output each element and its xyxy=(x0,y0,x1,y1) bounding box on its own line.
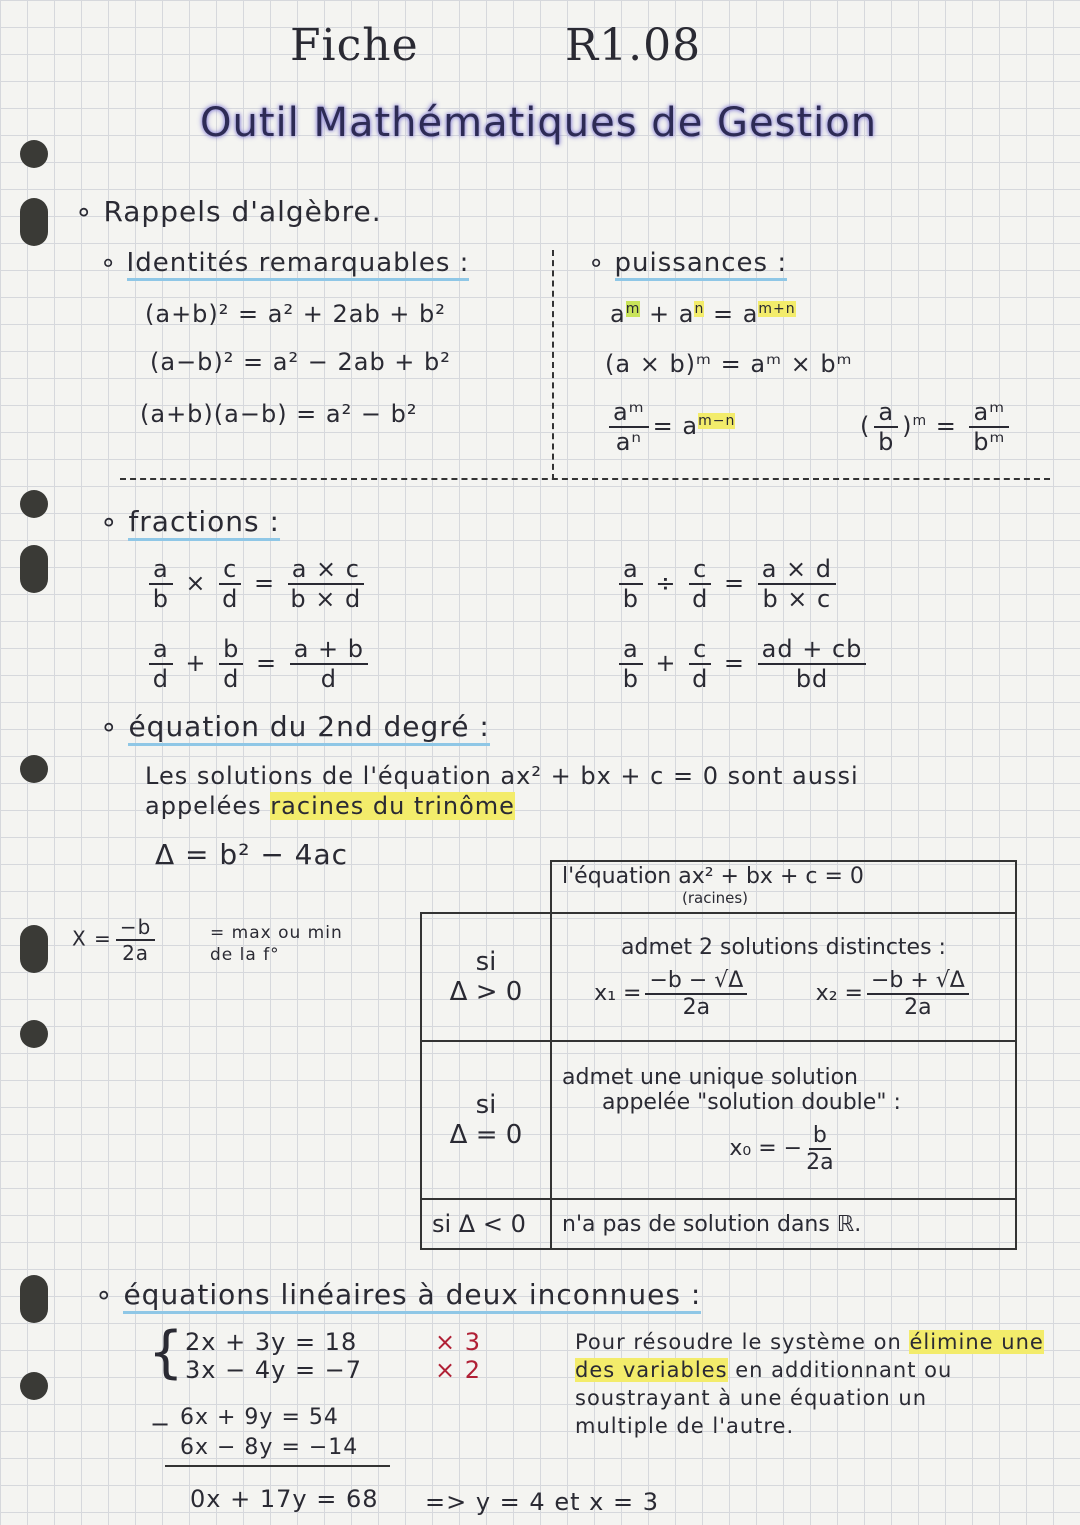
condition-positive: si Δ > 0 xyxy=(421,913,551,1041)
table-header: l'équation ax² + bx + c = 0 (racines) xyxy=(551,861,1016,913)
scaled-equation-2: 6x − 8y = −14 xyxy=(180,1435,359,1460)
highlight-roots: racines du trinôme xyxy=(270,792,515,820)
punch-hole xyxy=(20,1372,48,1400)
equation-1: 2x + 3y = 18 xyxy=(185,1328,358,1356)
sum-line xyxy=(165,1465,390,1467)
multiplier-1: × 3 xyxy=(435,1328,482,1356)
power-rule-fraction: ( $\frac{a}{b}$ )$^m$ = $\frac{\text{aᵐ}}{\text{bᵐ}}$ xyxy=(860,398,1013,456)
vertex-formula: X = $\frac{-b}{2a}$ xyxy=(72,915,159,965)
course-code: R1.08 xyxy=(565,20,702,71)
quadratic-heading: équation du 2nd degré : xyxy=(128,710,489,746)
identity-line: (a+b)(a−b) = a² − b² xyxy=(140,400,418,428)
fraction-add-same: $\frac{a}{d}$ + $\frac{b}{d}$ = $\frac{a + b}{d}$ xyxy=(145,635,372,693)
equation-2: 3x − 4y = −7 xyxy=(185,1356,363,1384)
fractions-heading-row: ∘ fractions : xyxy=(100,505,280,538)
solution: => y = 4 et x = 3 xyxy=(425,1488,659,1516)
linear-heading-row: ∘ équations linéaires à deux inconnues : xyxy=(95,1278,701,1311)
discriminant-formula: Δ = b² − 4ac xyxy=(155,838,349,871)
case-negative: n'a pas de solution dans ℝ. xyxy=(551,1199,1016,1249)
page-subtitle: Outil Mathématiques de Gestion xyxy=(200,100,878,146)
method-explanation: Pour résoudre le système on élimine une des variables en additionnant ou soustrayant à une équation un multiple de l'autre. xyxy=(575,1330,1044,1438)
power-rule-quotient: $\frac{\text{aᵐ}}{\text{aⁿ}}$ = $a^{m-n}$ xyxy=(605,398,735,456)
punch-hole xyxy=(20,1275,48,1323)
section-heading: ∘ Rappels d'algèbre. xyxy=(75,195,382,228)
identity-line: (a+b)² = a² + 2ab + b² xyxy=(145,300,446,328)
identities-heading: Identités remarquables : xyxy=(127,248,470,281)
result-equation: 0x + 17y = 68 xyxy=(190,1485,379,1513)
punch-hole xyxy=(20,755,48,783)
page-title: Fiche xyxy=(290,20,419,71)
case-zero: admet une unique solution appelée "solution double" : x₀ = − $\frac{b}{2a}$ xyxy=(551,1041,1016,1199)
fraction-add-diff: $\frac{a}{b}$ + $\frac{c}{d}$ = $\frac{ad + cb}{bd}$ xyxy=(615,635,870,693)
powers-heading: puissances : xyxy=(615,248,788,281)
power-rule-product: $a^m + a^n = a^{m+n}$ xyxy=(610,300,796,328)
vertex-note: = max ou min de la f° xyxy=(210,923,343,965)
brace: { xyxy=(148,1320,185,1385)
divider xyxy=(552,250,554,480)
subtract-sign: − xyxy=(150,1410,172,1438)
condition-zero: si Δ = 0 xyxy=(421,1041,551,1199)
power-rule-multiply: (a × b)ᵐ = aᵐ × bᵐ xyxy=(605,350,853,378)
fraction-multiply: $\frac{a}{b}$ × $\frac{c}{d}$ = $\frac{a \times c}{b \times d}$ xyxy=(145,555,368,613)
punch-hole xyxy=(20,545,48,593)
identities-heading-row: ∘ Identités remarquables : xyxy=(100,248,469,278)
powers-heading-row: ∘ puissances : xyxy=(588,248,787,278)
punch-hole xyxy=(20,925,48,973)
fraction-divide: $\frac{a}{b}$ ÷ $\frac{c}{d}$ = $\frac{a \times d}{b \times c}$ xyxy=(615,555,840,613)
punch-hole xyxy=(20,490,48,518)
punch-hole xyxy=(20,198,48,246)
quadratic-text: Les solutions de l'équation ax² + bx + c = 0 sont aussi xyxy=(145,762,859,790)
case-positive: admet 2 solutions distinctes : x₁ = $\frac{-b - √\Delta}{2a}$ x₂ = $\frac{-b + √\Delta}{2a}$ xyxy=(551,913,1016,1041)
roots-table xyxy=(420,860,1017,1250)
scaled-equation-1: 6x + 9y = 54 xyxy=(180,1405,339,1430)
quadratic-text: appelées racines du trinôme xyxy=(145,792,515,820)
linear-heading: équations linéaires à deux inconnues : xyxy=(123,1278,701,1314)
multiplier-2: × 2 xyxy=(435,1356,482,1384)
identity-line: (a−b)² = a² − 2ab + b² xyxy=(150,348,451,376)
algebra-heading: Rappels d'algèbre. xyxy=(103,195,382,228)
divider xyxy=(120,478,1050,480)
condition-negative: si Δ < 0 xyxy=(421,1199,551,1249)
punch-hole xyxy=(20,1020,48,1048)
punch-hole xyxy=(20,140,48,168)
fractions-heading: fractions : xyxy=(128,505,279,541)
quadratic-heading-row: ∘ équation du 2nd degré : xyxy=(100,710,490,743)
